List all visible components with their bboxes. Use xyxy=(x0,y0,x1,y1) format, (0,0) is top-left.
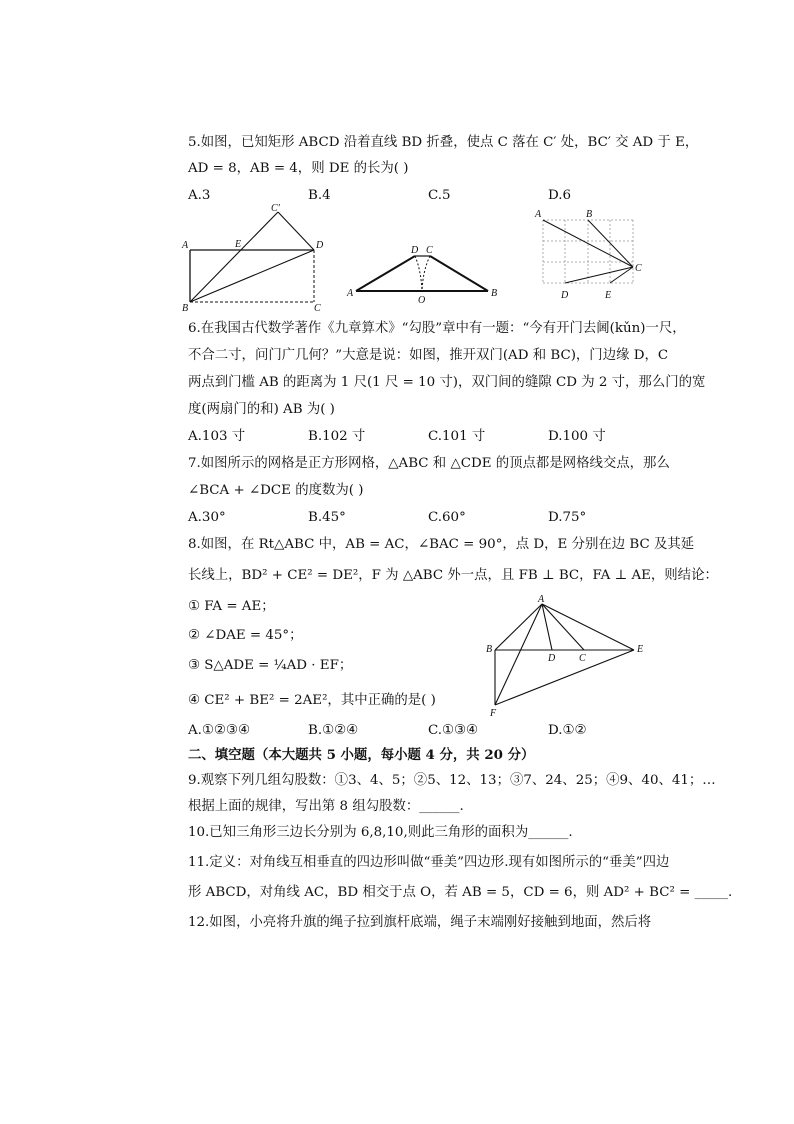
q5-line2: AD = 8，AB = 4，则 DE 的长为( ) xyxy=(188,161,409,176)
q7-line2: ∠BCA + ∠DCE 的度数为( ) xyxy=(188,483,364,498)
q6-option-a[interactable]: A.103 寸 xyxy=(188,429,246,444)
q8-conclusion-3: ③ S△ADE = ¼AD · EF； xyxy=(188,658,353,673)
q6-option-d[interactable]: D.100 寸 xyxy=(548,429,606,444)
q6-line2: 不合二寸，问门广几何？”大意是说：如图，推开双门(AD 和 BC)，门边缘 D，C xyxy=(188,348,669,363)
fig5-label-c: C xyxy=(314,303,321,314)
section-2-heading: 二、填空题（本大题共 5 小题，每小题 4 分，共 20 分） xyxy=(188,747,535,763)
fig6-label-c: C xyxy=(426,245,433,256)
figure-q8-triangle xyxy=(482,594,652,718)
fig8-label-a: A xyxy=(538,594,545,605)
fig6-label-o: O xyxy=(418,295,426,306)
fig8-label-b: B xyxy=(486,644,493,655)
q8-option-b[interactable]: B.①②④ xyxy=(308,723,359,738)
q11-line2: 形 ABCD，对角线 AC，BD 相交于点 O，若 AB = 5，CD = 6，则 AD² + BC² = _____. xyxy=(188,885,733,900)
q7-line1: 7.如图所示的网格是正方形网格，△ABC 和 △CDE 的顶点都是网格线交点，那么 xyxy=(188,456,670,471)
q7-option-b[interactable]: B.45° xyxy=(308,510,346,525)
q9-line1: 9.观察下列几组勾股数：①3、4、5；②5、12、13；③7、24、25；④9、40、41；… xyxy=(188,773,716,788)
fig6-label-a: A xyxy=(347,288,354,299)
q8-conclusion-1: ① FA = AE； xyxy=(188,599,275,614)
q12-line1: 12.如图，小亮将升旗的绳子拉到旗杆底端，绳子末端刚好接触到地面，然后将 xyxy=(188,915,652,930)
fig7-label-b: B xyxy=(586,209,593,220)
q9-line2: 根据上面的规律，写出第 8 组勾股数：______. xyxy=(188,799,464,814)
fig5-label-b: B xyxy=(182,303,189,314)
fig5-label-c-prime: C′ xyxy=(271,204,280,214)
fig8-label-c: C xyxy=(579,653,586,664)
figure-q6-double-door xyxy=(342,240,502,306)
q7-option-a[interactable]: A.30° xyxy=(188,510,226,525)
fig8-label-e: E xyxy=(637,644,644,655)
q6-option-c[interactable]: C.101 寸 xyxy=(428,429,486,444)
figure-q5-rectangle-fold xyxy=(178,204,328,314)
q6-option-b[interactable]: B.102 寸 xyxy=(308,429,366,444)
q8-line2: 长线上，BD² + CE² = DE²，F 为 △ABC 外一点，且 FB ⊥ BC，FA ⊥ AE，则结论： xyxy=(188,568,718,583)
q10-line1: 10.已知三角形三边长分别为 6,8,10,则此三角形的面积为______. xyxy=(188,825,573,840)
fig5-label-e: E xyxy=(235,239,242,250)
q6-line3: 两点到门槛 AB 的距离为 1 尺(1 尺 = 10 寸)，双门间的缝隙 CD 为 2 寸，那么门的宽 xyxy=(188,375,706,390)
q6-line4: 度(两扇门的和) AB 为( ) xyxy=(188,402,335,417)
fig6-label-d: D xyxy=(411,245,419,256)
fig7-label-c: C xyxy=(635,263,642,274)
q8-conclusion-4: ④ CE² + BE² = 2AE²，其中正确的是( ) xyxy=(188,693,436,708)
q7-option-c[interactable]: C.60° xyxy=(428,510,466,525)
q5-option-d[interactable]: D.6 xyxy=(548,188,572,203)
q5-option-c[interactable]: C.5 xyxy=(428,188,451,203)
fig5-label-a: A xyxy=(182,240,189,251)
q8-line1: 8.如图，在 Rt△ABC 中，AB = AC，∠BAC = 90°，点 D，E 分别在边 BC 及其延 xyxy=(188,537,695,552)
q5-option-a[interactable]: A.3 xyxy=(188,188,211,203)
q8-option-c[interactable]: C.①③④ xyxy=(428,723,479,738)
q11-line1: 11.定义：对角线互相垂直的四边形叫做“垂美”四边形.现有如图所示的“垂美”四边 xyxy=(188,855,670,870)
q5-line1: 5.如图，已知矩形 ABCD 沿着直线 BD 折叠，使点 C 落在 C′ 处，BC′ 交 AD 于 E， xyxy=(188,135,699,150)
fig6-label-b: B xyxy=(491,288,498,299)
fig5-label-d: D xyxy=(316,240,324,251)
fig7-label-a: A xyxy=(535,209,542,220)
q8-option-a[interactable]: A.①②③④ xyxy=(188,723,250,738)
q8-conclusion-2: ② ∠DAE = 45°； xyxy=(188,628,303,643)
fig8-label-f: F xyxy=(490,708,497,718)
q8-option-d[interactable]: D.①② xyxy=(548,723,587,738)
q7-option-d[interactable]: D.75° xyxy=(548,510,587,525)
q6-line1: 6.在我国古代数学著作《九章算术》“勾股”章中有一题：“今有开门去阃(kǔn)一尺， xyxy=(188,321,686,336)
fig7-label-d: D xyxy=(561,290,569,301)
q5-option-b[interactable]: B.4 xyxy=(308,188,331,203)
figure-q7-grid xyxy=(533,205,653,305)
fig8-label-d: D xyxy=(548,653,556,664)
fig7-label-e: E xyxy=(605,290,612,301)
